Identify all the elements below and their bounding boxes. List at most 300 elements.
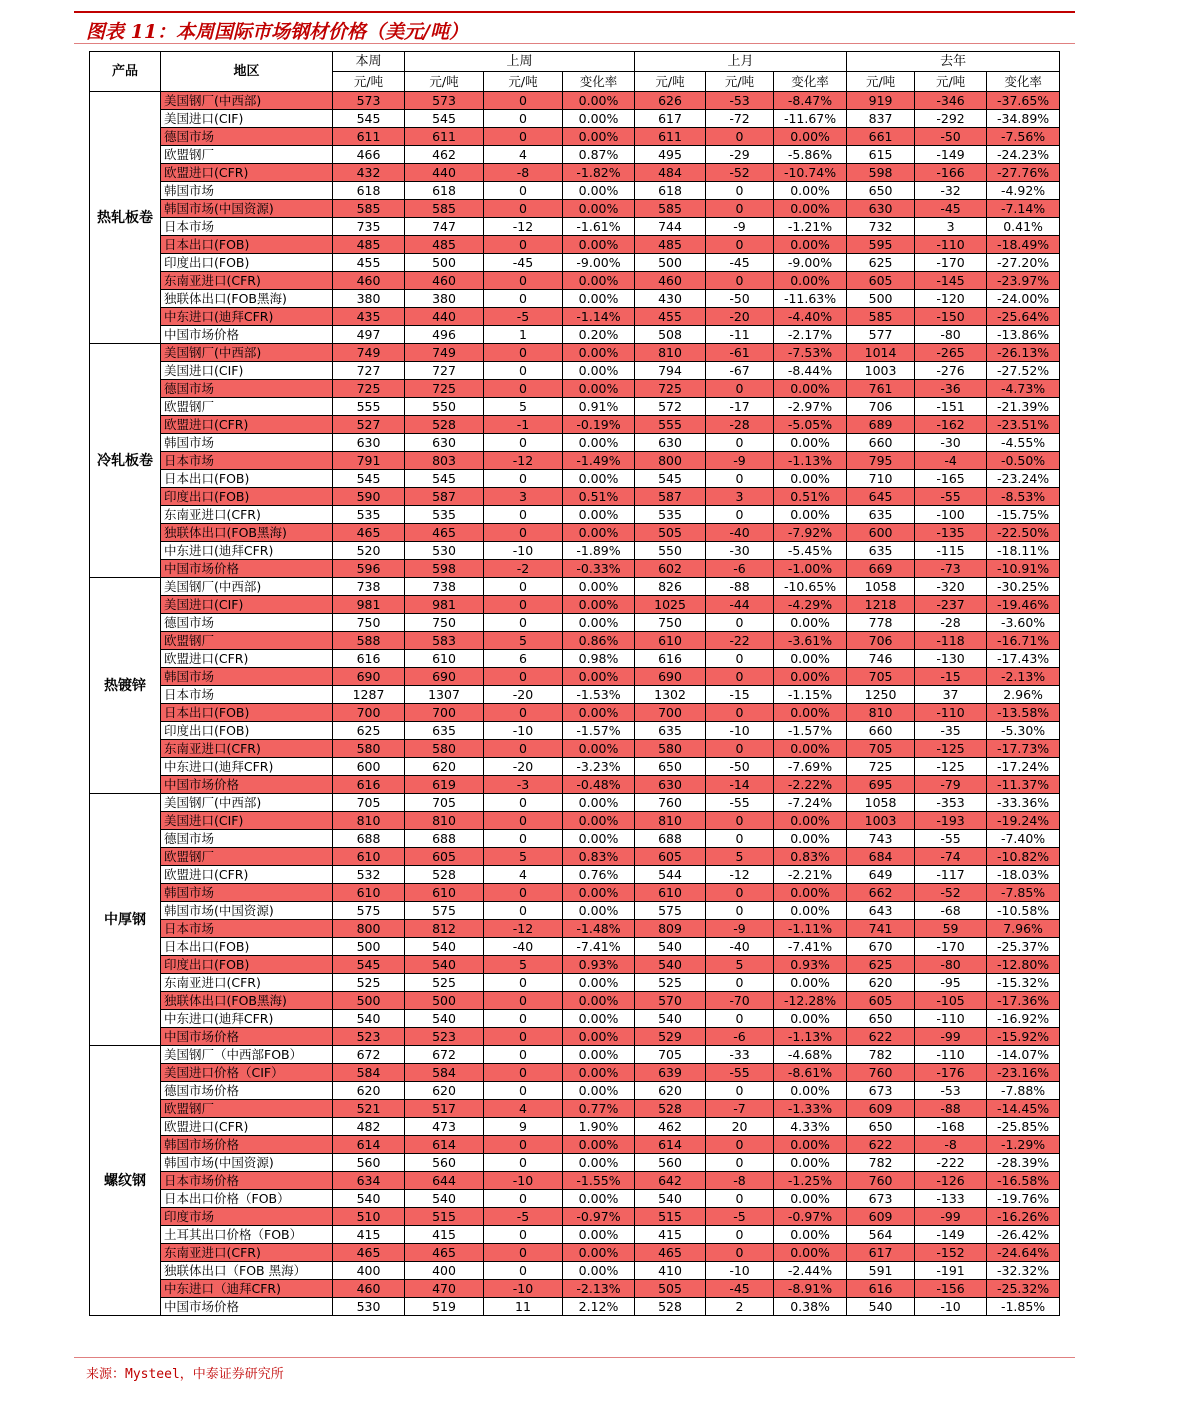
last-week-rate-cell: 0.00% <box>563 128 635 146</box>
last-week-cell: 618 <box>405 182 484 200</box>
last-year-change-cell: -170 <box>915 938 987 956</box>
last-month-rate-cell: 0.00% <box>774 830 847 848</box>
table-row <box>90 506 1060 524</box>
last-week-change-cell: 0 <box>484 128 563 146</box>
region-cell: 欧盟钢厂 <box>161 632 333 650</box>
last-month-rate-cell: 0.00% <box>774 902 847 920</box>
last-month-change-cell: -45 <box>706 254 774 272</box>
last-month-change-cell: 0 <box>706 974 774 992</box>
last-week-rate-cell: -1.48% <box>563 920 635 938</box>
this-week-cell: 688 <box>333 830 405 848</box>
last-week-cell: 1307 <box>405 686 484 704</box>
last-week-cell: 460 <box>405 272 484 290</box>
last-month-change-cell: -40 <box>706 938 774 956</box>
last-month-change-cell: -44 <box>706 596 774 614</box>
region-cell: 欧盟进口(CFR) <box>161 164 333 182</box>
last-week-rate-cell: 0.00% <box>563 1028 635 1046</box>
last-year-rate-cell: -8.53% <box>987 488 1060 506</box>
last-week-change-cell: 0 <box>484 1046 563 1064</box>
last-year-change-cell: -176 <box>915 1064 987 1082</box>
last-month-rate-cell: -7.69% <box>774 758 847 776</box>
last-week-rate-cell: 0.00% <box>563 1046 635 1064</box>
region-cell: 韩国市场(中国资源) <box>161 902 333 920</box>
last-week-rate-cell: 0.00% <box>563 290 635 308</box>
last-month-rate-cell: -2.22% <box>774 776 847 794</box>
region-cell: 日本出口(FOB) <box>161 938 333 956</box>
last-month-rate-cell: 0.00% <box>774 506 847 524</box>
last-week-rate-cell: 0.00% <box>563 92 635 110</box>
product-cell: 热镀锌 <box>90 578 161 794</box>
last-year-rate-cell: -4.92% <box>987 182 1060 200</box>
last-week-rate-cell: -1.55% <box>563 1172 635 1190</box>
last-month-rate-cell: -2.44% <box>774 1262 847 1280</box>
last-month-rate-cell: -11.67% <box>774 110 847 128</box>
table-row <box>90 290 1060 308</box>
last-year-cell: 743 <box>847 830 915 848</box>
table-row <box>90 884 1060 902</box>
this-week-cell: 530 <box>333 1298 405 1316</box>
last-week-rate-cell: -1.53% <box>563 686 635 704</box>
last-year-change-cell: -50 <box>915 128 987 146</box>
region-cell: 东南亚进口(CFR) <box>161 740 333 758</box>
region-cell: 土耳其出口价格（FOB） <box>161 1226 333 1244</box>
last-week-change-cell: 5 <box>484 956 563 974</box>
last-week-change-cell: 0 <box>484 434 563 452</box>
last-week-change-cell: 11 <box>484 1298 563 1316</box>
last-week-rate-cell: 0.00% <box>563 578 635 596</box>
last-week-rate-cell: 0.00% <box>563 434 635 452</box>
last-year-cell: 919 <box>847 92 915 110</box>
last-month-rate-cell: 0.00% <box>774 614 847 632</box>
last-week-change-cell: 0 <box>484 110 563 128</box>
last-week-change-cell: 5 <box>484 398 563 416</box>
table-row <box>90 398 1060 416</box>
last-month-change-cell: -50 <box>706 758 774 776</box>
last-month-rate-cell: -8.44% <box>774 362 847 380</box>
last-month-rate-cell: 0.93% <box>774 956 847 974</box>
table-row <box>90 200 1060 218</box>
last-month-change-cell: -61 <box>706 344 774 362</box>
region-cell: 中国市场价格 <box>161 1028 333 1046</box>
last-week-rate-cell: -3.23% <box>563 758 635 776</box>
last-month-rate-cell: 0.83% <box>774 848 847 866</box>
last-month-cell: 630 <box>635 776 706 794</box>
last-week-cell: 981 <box>405 596 484 614</box>
last-week-rate-cell: -9.00% <box>563 254 635 272</box>
last-week-change-cell: 0 <box>484 1190 563 1208</box>
last-month-change-cell: -55 <box>706 794 774 812</box>
last-month-cell: 630 <box>635 434 706 452</box>
last-month-cell: 617 <box>635 110 706 128</box>
last-month-rate-cell: -12.28% <box>774 992 847 1010</box>
this-week-cell: 618 <box>333 182 405 200</box>
last-year-rate-cell: -19.24% <box>987 812 1060 830</box>
table-row <box>90 902 1060 920</box>
this-week-cell: 625 <box>333 722 405 740</box>
last-week-cell: 672 <box>405 1046 484 1064</box>
last-month-cell: 810 <box>635 344 706 362</box>
this-week-cell: 500 <box>333 938 405 956</box>
last-year-cell: 605 <box>847 272 915 290</box>
last-month-cell: 725 <box>635 380 706 398</box>
last-week-rate-cell: 2.12% <box>563 1298 635 1316</box>
last-week-cell: 400 <box>405 1262 484 1280</box>
last-month-change-cell: -22 <box>706 632 774 650</box>
region-cell: 独联体出口(FOB黑海) <box>161 290 333 308</box>
header-change-rate: 变化率 <box>563 72 635 92</box>
last-year-rate-cell: -21.39% <box>987 398 1060 416</box>
last-month-cell: 462 <box>635 1118 706 1136</box>
last-month-change-cell: 0 <box>706 1154 774 1172</box>
table-row <box>90 1172 1060 1190</box>
last-year-rate-cell: -27.20% <box>987 254 1060 272</box>
last-month-cell: 616 <box>635 650 706 668</box>
product-cell: 热轧板卷 <box>90 92 161 344</box>
last-month-change-cell: 0 <box>706 182 774 200</box>
last-month-change-cell: -6 <box>706 560 774 578</box>
region-cell: 东南亚进口(CFR) <box>161 506 333 524</box>
last-week-rate-cell: 0.00% <box>563 1064 635 1082</box>
last-month-cell: 485 <box>635 236 706 254</box>
region-cell: 中国市场价格 <box>161 776 333 794</box>
last-week-change-cell: 0 <box>484 272 563 290</box>
last-year-change-cell: -237 <box>915 596 987 614</box>
region-cell: 韩国市场 <box>161 182 333 200</box>
region-cell: 日本市场 <box>161 452 333 470</box>
last-month-cell: 750 <box>635 614 706 632</box>
last-week-rate-cell: -1.49% <box>563 452 635 470</box>
last-year-rate-cell: -23.24% <box>987 470 1060 488</box>
table-row <box>90 128 1060 146</box>
last-year-rate-cell: -13.86% <box>987 326 1060 344</box>
last-week-change-cell: -40 <box>484 938 563 956</box>
last-week-rate-cell: 0.87% <box>563 146 635 164</box>
last-week-cell: 620 <box>405 758 484 776</box>
last-week-change-cell: 9 <box>484 1118 563 1136</box>
last-week-cell: 550 <box>405 398 484 416</box>
last-year-rate-cell: -27.52% <box>987 362 1060 380</box>
last-month-change-cell: 0 <box>706 614 774 632</box>
last-year-change-cell: -32 <box>915 182 987 200</box>
last-year-change-cell: -105 <box>915 992 987 1010</box>
region-cell: 印度出口(FOB) <box>161 722 333 740</box>
last-week-change-cell: 0 <box>484 614 563 632</box>
table-row <box>90 254 1060 272</box>
last-week-cell: 725 <box>405 380 484 398</box>
this-week-cell: 620 <box>333 1082 405 1100</box>
last-year-rate-cell: -15.32% <box>987 974 1060 992</box>
last-month-change-cell: 0 <box>706 272 774 290</box>
last-month-change-cell: -14 <box>706 776 774 794</box>
last-week-cell: 515 <box>405 1208 484 1226</box>
last-month-cell: 610 <box>635 884 706 902</box>
last-week-rate-cell: 0.00% <box>563 344 635 362</box>
region-cell: 美国钢厂(中西部) <box>161 794 333 812</box>
last-week-cell: 727 <box>405 362 484 380</box>
this-week-cell: 573 <box>333 92 405 110</box>
last-year-change-cell: -168 <box>915 1118 987 1136</box>
table-row <box>90 1118 1060 1136</box>
last-month-change-cell: 0 <box>706 668 774 686</box>
last-month-rate-cell: -9.00% <box>774 254 847 272</box>
last-month-change-cell: 0 <box>706 830 774 848</box>
this-week-cell: 800 <box>333 920 405 938</box>
last-month-cell: 602 <box>635 560 706 578</box>
last-year-change-cell: -74 <box>915 848 987 866</box>
region-cell: 美国钢厂(中西部) <box>161 578 333 596</box>
last-week-change-cell: 0 <box>484 1136 563 1154</box>
last-week-change-cell: 4 <box>484 146 563 164</box>
region-cell: 中东进口（迪拜CFR) <box>161 1280 333 1298</box>
header-change-rate: 变化率 <box>987 72 1060 92</box>
last-week-cell: 705 <box>405 794 484 812</box>
last-year-cell: 1218 <box>847 596 915 614</box>
last-month-change-cell: 0 <box>706 1082 774 1100</box>
table-row <box>90 1100 1060 1118</box>
this-week-cell: 432 <box>333 164 405 182</box>
last-week-rate-cell: 0.83% <box>563 848 635 866</box>
last-year-rate-cell: -30.25% <box>987 578 1060 596</box>
last-week-change-cell: 5 <box>484 848 563 866</box>
last-month-cell: 572 <box>635 398 706 416</box>
this-week-cell: 575 <box>333 902 405 920</box>
last-month-cell: 620 <box>635 1082 706 1100</box>
table-row <box>90 1136 1060 1154</box>
last-month-change-cell: -29 <box>706 146 774 164</box>
last-week-rate-cell: 1.90% <box>563 1118 635 1136</box>
last-month-cell: 555 <box>635 416 706 434</box>
region-cell: 日本市场 <box>161 218 333 236</box>
region-cell: 欧盟进口(CFR) <box>161 416 333 434</box>
this-week-cell: 610 <box>333 848 405 866</box>
this-week-cell: 466 <box>333 146 405 164</box>
last-month-change-cell: -10 <box>706 1262 774 1280</box>
last-month-change-cell: -15 <box>706 686 774 704</box>
last-week-cell: 688 <box>405 830 484 848</box>
this-week-cell: 750 <box>333 614 405 632</box>
last-week-cell: 545 <box>405 110 484 128</box>
last-week-cell: 610 <box>405 884 484 902</box>
last-week-cell: 749 <box>405 344 484 362</box>
table-row <box>90 1226 1060 1244</box>
last-week-rate-cell: -1.61% <box>563 218 635 236</box>
this-week-cell: 735 <box>333 218 405 236</box>
last-week-cell: 580 <box>405 740 484 758</box>
last-month-rate-cell: -10.74% <box>774 164 847 182</box>
last-year-rate-cell: -17.24% <box>987 758 1060 776</box>
header-unit: 元/吨 <box>484 72 563 92</box>
last-year-rate-cell: -17.36% <box>987 992 1060 1010</box>
this-week-cell: 749 <box>333 344 405 362</box>
last-year-cell: 1058 <box>847 578 915 596</box>
last-year-change-cell: -320 <box>915 578 987 596</box>
last-month-cell: 705 <box>635 1046 706 1064</box>
last-week-rate-cell: 0.76% <box>563 866 635 884</box>
last-month-change-cell: 5 <box>706 848 774 866</box>
last-week-rate-cell: 0.00% <box>563 236 635 254</box>
last-year-change-cell: -162 <box>915 416 987 434</box>
last-year-rate-cell: -10.82% <box>987 848 1060 866</box>
last-week-cell: 496 <box>405 326 484 344</box>
last-week-rate-cell: 0.00% <box>563 1082 635 1100</box>
last-year-change-cell: -145 <box>915 272 987 290</box>
last-year-cell: 741 <box>847 920 915 938</box>
last-week-cell: 803 <box>405 452 484 470</box>
last-week-change-cell: 0 <box>484 290 563 308</box>
last-month-change-cell: 0 <box>706 704 774 722</box>
this-week-cell: 532 <box>333 866 405 884</box>
last-month-cell: 545 <box>635 470 706 488</box>
last-year-rate-cell: -4.55% <box>987 434 1060 452</box>
last-week-cell: 530 <box>405 542 484 560</box>
last-year-rate-cell: -27.76% <box>987 164 1060 182</box>
last-year-rate-cell: -16.71% <box>987 632 1060 650</box>
last-year-cell: 689 <box>847 416 915 434</box>
last-week-rate-cell: 0.20% <box>563 326 635 344</box>
this-week-cell: 465 <box>333 1244 405 1262</box>
last-year-change-cell: 3 <box>915 218 987 236</box>
this-week-cell: 610 <box>333 884 405 902</box>
last-year-rate-cell: -7.40% <box>987 830 1060 848</box>
last-week-change-cell: 0 <box>484 236 563 254</box>
last-week-rate-cell: 0.00% <box>563 362 635 380</box>
this-week-cell: 584 <box>333 1064 405 1082</box>
last-week-cell: 440 <box>405 164 484 182</box>
table-row <box>90 938 1060 956</box>
last-year-cell: 622 <box>847 1028 915 1046</box>
this-week-cell: 540 <box>333 1010 405 1028</box>
last-year-cell: 670 <box>847 938 915 956</box>
region-cell: 东南亚进口(CFR) <box>161 272 333 290</box>
last-year-cell: 620 <box>847 974 915 992</box>
last-month-cell: 550 <box>635 542 706 560</box>
region-cell: 美国进口(CIF) <box>161 812 333 830</box>
last-week-rate-cell: 0.00% <box>563 668 635 686</box>
last-year-cell: 650 <box>847 182 915 200</box>
last-year-change-cell: -149 <box>915 1226 987 1244</box>
region-cell: 美国进口(CIF) <box>161 110 333 128</box>
this-week-cell: 616 <box>333 650 405 668</box>
table-row <box>90 416 1060 434</box>
this-week-cell: 690 <box>333 668 405 686</box>
table-row <box>90 524 1060 542</box>
last-month-rate-cell: -7.92% <box>774 524 847 542</box>
last-week-change-cell: 0 <box>484 1010 563 1028</box>
table-row <box>90 974 1060 992</box>
region-cell: 印度市场 <box>161 1208 333 1226</box>
last-month-rate-cell: 0.00% <box>774 1154 847 1172</box>
this-week-cell: 725 <box>333 380 405 398</box>
last-year-cell: 1003 <box>847 812 915 830</box>
source-note: 来源：Mysteel，中泰证券研究所 <box>86 1367 284 1382</box>
last-year-rate-cell: -10.58% <box>987 902 1060 920</box>
last-month-rate-cell: 0.00% <box>774 1226 847 1244</box>
table-row <box>90 1280 1060 1298</box>
last-year-rate-cell: 2.96% <box>987 686 1060 704</box>
last-year-change-cell: -35 <box>915 722 987 740</box>
last-week-rate-cell: -1.57% <box>563 722 635 740</box>
last-year-rate-cell: -32.32% <box>987 1262 1060 1280</box>
table-row <box>90 1010 1060 1028</box>
last-month-change-cell: -12 <box>706 866 774 884</box>
region-cell: 日本市场 <box>161 686 333 704</box>
this-week-cell: 540 <box>333 1190 405 1208</box>
region-cell: 独联体出口(FOB黑海) <box>161 524 333 542</box>
last-year-rate-cell: -1.85% <box>987 1298 1060 1316</box>
last-month-cell: 505 <box>635 1280 706 1298</box>
header-product: 产品 <box>90 52 161 92</box>
last-year-change-cell: -166 <box>915 164 987 182</box>
last-week-rate-cell: -0.33% <box>563 560 635 578</box>
this-week-cell: 523 <box>333 1028 405 1046</box>
region-cell: 日本市场价格 <box>161 1172 333 1190</box>
table-row <box>90 92 1060 110</box>
last-year-cell: 609 <box>847 1208 915 1226</box>
last-week-change-cell: 0 <box>484 380 563 398</box>
last-year-change-cell: -346 <box>915 92 987 110</box>
last-week-cell: 810 <box>405 812 484 830</box>
region-cell: 中东进口(迪拜CFR) <box>161 758 333 776</box>
last-year-change-cell: -353 <box>915 794 987 812</box>
last-year-change-cell: -110 <box>915 1046 987 1064</box>
last-week-change-cell: -20 <box>484 686 563 704</box>
last-year-rate-cell: -23.97% <box>987 272 1060 290</box>
last-year-change-cell: -99 <box>915 1028 987 1046</box>
last-year-change-cell: -130 <box>915 650 987 668</box>
table-row <box>90 1298 1060 1316</box>
last-month-change-cell: -50 <box>706 290 774 308</box>
last-month-change-cell: -5 <box>706 1208 774 1226</box>
last-week-rate-cell: 0.00% <box>563 1190 635 1208</box>
last-week-change-cell: 0 <box>484 344 563 362</box>
last-year-rate-cell: -23.51% <box>987 416 1060 434</box>
last-month-rate-cell: -4.68% <box>774 1046 847 1064</box>
this-week-cell: 738 <box>333 578 405 596</box>
table-row <box>90 1244 1060 1262</box>
this-week-cell: 465 <box>333 524 405 542</box>
table-row <box>90 452 1060 470</box>
last-month-cell: 495 <box>635 146 706 164</box>
region-cell: 中东进口(迪拜CFR) <box>161 308 333 326</box>
last-week-change-cell: -12 <box>484 452 563 470</box>
last-year-change-cell: -55 <box>915 830 987 848</box>
last-month-rate-cell: 0.00% <box>774 1190 847 1208</box>
last-year-cell: 760 <box>847 1172 915 1190</box>
region-cell: 美国钢厂（中西部FOB） <box>161 1046 333 1064</box>
last-year-change-cell: 37 <box>915 686 987 704</box>
this-week-cell: 482 <box>333 1118 405 1136</box>
last-week-cell: 738 <box>405 578 484 596</box>
table-row <box>90 164 1060 182</box>
last-year-rate-cell: -37.65% <box>987 92 1060 110</box>
table-row <box>90 434 1060 452</box>
last-year-cell: 661 <box>847 128 915 146</box>
last-month-change-cell: -10 <box>706 722 774 740</box>
last-week-change-cell: -12 <box>484 920 563 938</box>
last-year-cell: 650 <box>847 1118 915 1136</box>
last-year-rate-cell: -18.11% <box>987 542 1060 560</box>
last-year-rate-cell: -1.29% <box>987 1136 1060 1154</box>
last-month-cell: 500 <box>635 254 706 272</box>
last-year-rate-cell: -11.37% <box>987 776 1060 794</box>
last-month-rate-cell: 0.00% <box>774 668 847 686</box>
last-week-cell: 747 <box>405 218 484 236</box>
last-month-cell: 525 <box>635 974 706 992</box>
last-year-rate-cell: -17.43% <box>987 650 1060 668</box>
last-year-change-cell: -115 <box>915 542 987 560</box>
this-week-cell: 455 <box>333 254 405 272</box>
table-row <box>90 614 1060 632</box>
